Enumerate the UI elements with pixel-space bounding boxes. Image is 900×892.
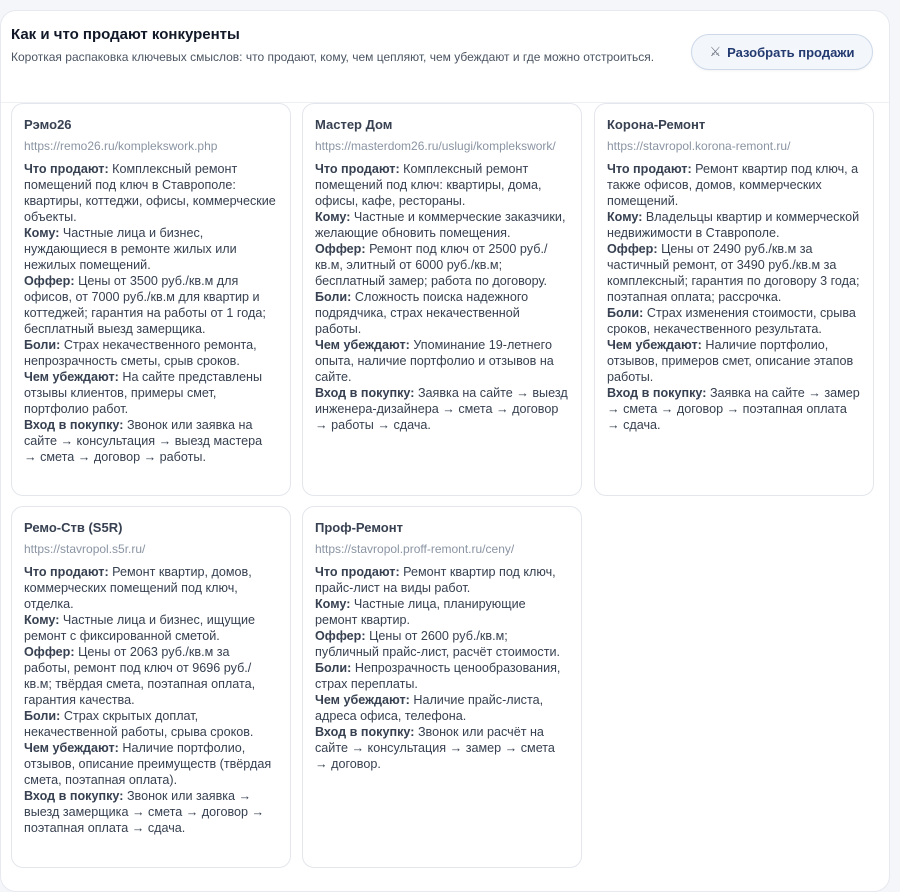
who-text: Частные лица и бизнес, нуждающиеся в ремонте жилых или нежилых помещений. — [24, 226, 237, 272]
competitor-url[interactable]: https://stavropol.proff-remont.ru/ceny/ — [315, 542, 515, 556]
competitor-url[interactable]: https://remo26.ru/komplekswork.php — [24, 139, 218, 153]
analyze-sales-button[interactable] — [691, 34, 873, 70]
persuade-row — [24, 740, 278, 788]
pains-label: Боли: — [315, 290, 352, 304]
entry-row — [607, 385, 861, 433]
offer-label: Оффер: — [315, 629, 366, 643]
offer-row — [24, 273, 278, 337]
who-label: Кому: — [24, 613, 60, 627]
entry-label: Вход в покупку: — [24, 789, 124, 803]
entry-row — [24, 788, 278, 836]
entry-text: Заявка на сайте → замер → смета → договор → поэтапная оплата → сдача. — [607, 386, 860, 432]
entry-label: Вход в покупку: — [607, 386, 707, 400]
what-row — [315, 564, 569, 596]
what-label: Что продают: — [607, 162, 692, 176]
what-label: Что продают: — [24, 565, 109, 579]
who-row — [607, 209, 861, 241]
pains-row — [24, 337, 278, 369]
what-text: Комплексный ремонт помещений под ключ: квартиры, дома, офисы, кафе, рестораны. — [315, 162, 542, 208]
competitor-name: Рэмо26 — [24, 117, 72, 132]
analyze-sales-label: Разобрать продажи — [727, 44, 855, 60]
persuade-text: Наличие прайс-листа, адреса офиса, телефона. — [315, 693, 544, 723]
competitor-url[interactable]: https://masterdom26.ru/uslugi/komplekswork/ — [315, 139, 556, 153]
who-row — [24, 612, 278, 644]
who-label: Кому: — [24, 226, 60, 240]
persuade-row — [315, 692, 569, 724]
persuade-label: Чем убеждают: — [24, 370, 119, 384]
competitor-name: Мастер Дом — [315, 117, 393, 132]
offer-label: Оффер: — [24, 645, 75, 659]
persuade-text: Наличие портфолио, отзывов, примеров смет, описание этапов работы. — [607, 338, 854, 384]
what-text: Комплексный ремонт помещений под ключ в Ставрополе: квартиры, коттеджи, офисы, коммерческие объекты. — [24, 162, 276, 224]
offer-label: Оффер: — [607, 242, 658, 256]
competitor-details — [315, 161, 569, 433]
persuade-label: Чем убеждают: — [315, 693, 410, 707]
offer-label: Оффер: — [315, 242, 366, 256]
competitor-card-remo26 — [11, 103, 291, 496]
who-label: Кому: — [607, 210, 643, 224]
pains-label: Боли: — [24, 338, 61, 352]
entry-text: Заявка на сайте → выезд инженера-дизайнера → смета → договор → работы → сдача. — [315, 386, 568, 432]
who-text: Владельцы квартир и коммерческой недвижимости в Ставрополе. — [607, 210, 860, 240]
who-row — [315, 209, 569, 241]
offer-row — [607, 241, 861, 305]
pains-row — [24, 708, 278, 740]
what-text: Ремонт квартир под ключ, а также офисов, домов, коммерческих помещений. — [607, 162, 859, 208]
offer-row — [315, 628, 569, 660]
offer-row — [315, 241, 569, 289]
competitor-details — [24, 161, 278, 465]
offer-row — [24, 644, 278, 708]
competitor-card-master-dom — [302, 103, 582, 496]
pains-label: Боли: — [315, 661, 352, 675]
offer-text: Цены от 3500 руб./кв.м для офисов, от 7000 руб./кв.м для квартир и коттеджей; гарантия на работы от 1 года; бесплатный выезд замерщика. — [24, 274, 266, 336]
entry-row — [315, 385, 569, 433]
what-row — [315, 161, 569, 209]
crossed-swords-icon: ⚔ — [709, 44, 722, 59]
competitor-card-prof-remont — [302, 506, 582, 868]
what-label: Что продают: — [24, 162, 109, 176]
competitor-url[interactable]: https://stavropol.s5r.ru/ — [24, 542, 146, 556]
offer-text: Цены от 2063 руб./кв.м за работы, ремонт под ключ от 9696 руб./кв.м; твёрдая смета, поэтапная оплата, гарантия качества. — [24, 645, 256, 707]
who-text: Частные и коммерческие заказчики, желающие обновить помещения. — [315, 210, 566, 240]
what-label: Что продают: — [315, 162, 400, 176]
competitor-card-remo-stv — [11, 506, 291, 868]
persuade-text: Наличие портфолио, отзывов, описание преимуществ (твёрдая смета, поэтапная оплата). — [24, 741, 272, 787]
who-text: Частные лица и бизнес, ищущие ремонт с фиксированной сметой. — [24, 613, 256, 643]
what-row — [607, 161, 861, 209]
what-row — [24, 564, 278, 612]
competitor-details — [24, 564, 278, 836]
pains-text: Страх некачественного ремонта, непрозрачность сметы, срыв сроков. — [24, 338, 257, 368]
what-text: Ремонт квартир, домов, коммерческих помещений под ключ, отделка. — [24, 565, 252, 611]
entry-row — [24, 417, 278, 465]
what-row — [24, 161, 278, 225]
pains-text: Сложность поиска надежного подрядчика, страх некачественной работы. — [315, 290, 529, 336]
competitor-card-korona-remont — [594, 103, 874, 496]
who-row — [24, 225, 278, 273]
offer-text: Ремонт под ключ от 2500 руб./кв.м, элитный от 6000 руб./кв.м; бесплатный замер; работа по договору. — [315, 242, 548, 288]
persuade-row — [24, 369, 278, 417]
pains-label: Боли: — [607, 306, 644, 320]
competitor-name: Ремо-Ств (S5R) — [24, 520, 123, 535]
offer-text: Цены от 2600 руб./кв.м; публичный прайс-лист, расчёт стоимости. — [315, 629, 561, 659]
what-text: Ремонт квартир под ключ, прайс-лист на виды работ. — [315, 565, 556, 595]
pains-label: Боли: — [24, 709, 61, 723]
competitor-name: Проф-Ремонт — [315, 520, 403, 535]
persuade-label: Чем убеждают: — [315, 338, 410, 352]
pains-text: Непрозрачность ценообразования, страх переплаты. — [315, 661, 561, 691]
panel-header — [11, 25, 671, 66]
what-label: Что продают: — [315, 565, 400, 579]
persuade-row — [315, 337, 569, 385]
persuade-text: Упоминание 19-летнего опыта, наличие портфолио и отзывов на сайте. — [315, 338, 554, 384]
competitor-details — [315, 564, 569, 772]
competitor-details — [607, 161, 861, 433]
pains-text: Страх скрытых доплат, некачественной работы, срыва сроков. — [24, 709, 254, 739]
pains-row — [607, 305, 861, 337]
pains-row — [315, 289, 569, 337]
offer-label: Оффер: — [24, 274, 75, 288]
entry-label: Вход в покупку: — [315, 386, 415, 400]
entry-label: Вход в покупку: — [24, 418, 124, 432]
page-subtitle: Короткая распаковка ключевых смыслов: что продают, кому, чем цепляют, чем убеждают и где можно отстроиться. — [11, 50, 655, 64]
who-label: Кому: — [315, 597, 351, 611]
entry-text: Звонок или расчёт на сайте → консультация → замер → смета → договор. — [315, 725, 555, 771]
competitor-url[interactable]: https://stavropol.korona-remont.ru/ — [607, 139, 791, 153]
who-row — [315, 596, 569, 628]
pains-text: Страх изменения стоимости, срыва сроков, некачественного результата. — [607, 306, 856, 336]
who-label: Кому: — [315, 210, 351, 224]
entry-row — [315, 724, 569, 772]
competitor-name: Корона-Ремонт — [607, 117, 706, 132]
page-title: Как и что продают конкуренты — [11, 26, 240, 43]
pains-row — [315, 660, 569, 692]
entry-text: Звонок или заявка → выезд замерщика → смета → договор → поэтапная оплата → сдача. — [24, 789, 265, 835]
offer-text: Цены от 2490 руб./кв.м за частичный ремонт, от 3490 руб./кв.м за комплексный; гарантия по договору 3 года; поэтапная оплата; рассрочка. — [607, 242, 860, 304]
entry-text: Звонок или заявка на сайте → консультация → выезд мастера → смета → договор → работы. — [24, 418, 263, 464]
who-text: Частные лица, планирующие ремонт квартир. — [315, 597, 526, 627]
entry-label: Вход в покупку: — [315, 725, 415, 739]
persuade-label: Чем убеждают: — [607, 338, 702, 352]
persuade-row — [607, 337, 861, 385]
persuade-label: Чем убеждают: — [24, 741, 119, 755]
persuade-text: На сайте представлены отзывы клиентов, примеры смет, портфолио работ. — [24, 370, 263, 416]
